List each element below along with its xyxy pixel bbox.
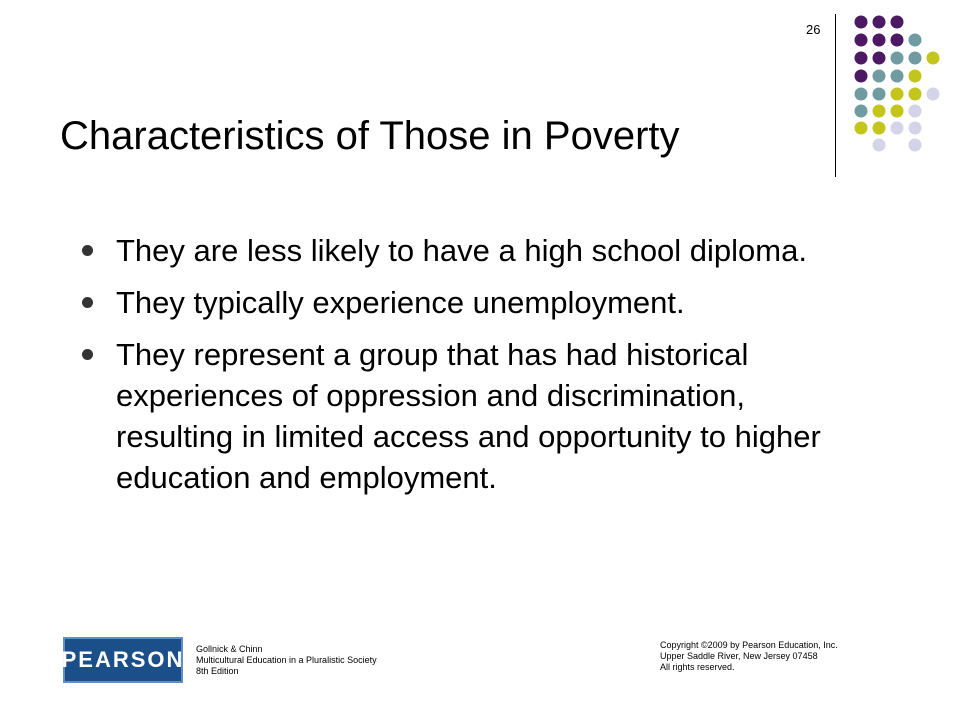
- decorative-dot: [927, 88, 940, 101]
- footer-book-info: [196, 644, 377, 677]
- decorative-dot: [855, 52, 868, 65]
- decorative-dot: [909, 70, 922, 83]
- slide-title: Characteristics of Those in Poverty: [60, 114, 680, 158]
- footer-edition: 8th Edition: [196, 666, 239, 676]
- bullet-text: They represent a group that has had historical experiences of oppression and discrimination, resulting in limited access and opportunity to higher education and employment.: [116, 337, 821, 495]
- decorative-dot: [855, 88, 868, 101]
- bullet-item: [78, 282, 848, 323]
- decorative-dot: [873, 70, 886, 83]
- decorative-dot: [891, 88, 904, 101]
- footer-rights: All rights reserved.: [660, 662, 735, 672]
- footer-book-title: Multicultural Education in a Pluralistic Society: [196, 655, 377, 665]
- footer-authors: Gollnick & Chinn: [196, 644, 263, 654]
- decorative-dot: [873, 52, 886, 65]
- decorative-dot: [927, 52, 940, 65]
- bullet-list: [78, 230, 848, 509]
- pearson-logo: PEARSON: [63, 637, 183, 683]
- decorative-dot: [909, 139, 922, 152]
- bullet-item: [78, 230, 848, 271]
- decorative-dot: [891, 70, 904, 83]
- decorative-dot: [909, 52, 922, 65]
- decorative-dot: [909, 34, 922, 47]
- bullet-icon: [82, 349, 93, 360]
- footer-copyright-line: Copyright ©2009 by Pearson Education, Inc.: [660, 640, 838, 650]
- decorative-dot: [891, 52, 904, 65]
- bullet-icon: [82, 245, 93, 256]
- decorative-dot: [873, 105, 886, 118]
- footer-copyright: [660, 640, 838, 673]
- decorative-dot: [873, 16, 886, 29]
- bullet-text: They typically experience unemployment.: [116, 285, 685, 320]
- decorative-dot: [855, 34, 868, 47]
- decorative-dot: [855, 70, 868, 83]
- decorative-dot: [855, 16, 868, 29]
- decorative-dot: [855, 122, 868, 135]
- decorative-dot: [855, 105, 868, 118]
- page-number: 26: [806, 22, 821, 37]
- decorative-dot: [891, 16, 904, 29]
- decorative-dot: [891, 122, 904, 135]
- decorative-dot: [873, 34, 886, 47]
- decorative-dot: [891, 34, 904, 47]
- bullet-item: [78, 334, 848, 498]
- bullet-icon: [82, 297, 93, 308]
- decorative-dot: [909, 122, 922, 135]
- divider-line: [835, 14, 836, 177]
- bullet-text: They are less likely to have a high school diploma.: [116, 233, 807, 268]
- decorative-dot: [873, 122, 886, 135]
- decorative-dot: [873, 139, 886, 152]
- decorative-dot: [891, 105, 904, 118]
- decorative-dot: [873, 88, 886, 101]
- decorative-dot: [909, 88, 922, 101]
- footer-address: Upper Saddle River, New Jersey 07458: [660, 651, 818, 661]
- decorative-dot: [909, 105, 922, 118]
